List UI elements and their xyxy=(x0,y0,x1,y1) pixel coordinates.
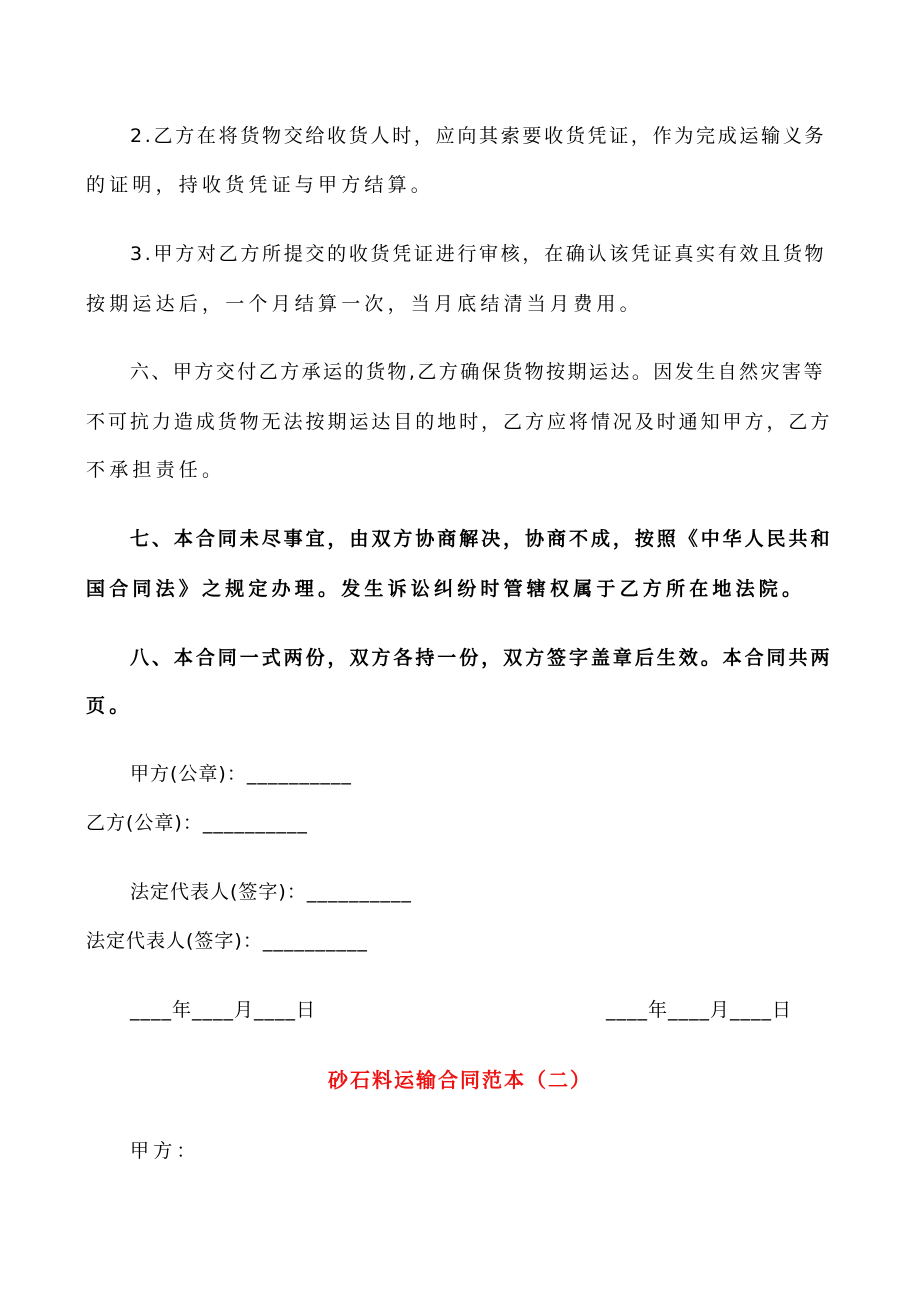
clause-5-item-3-line-2: 按期运达后，一个月结算一次，当月底结清当月费用。 xyxy=(86,293,643,315)
clause-6-line-3: 不承担责任。 xyxy=(86,459,226,481)
party-b-seal-line: 乙方(公章)：__________ xyxy=(86,812,308,834)
clause-7-line-2: 国合同法》之规定办理。发生诉讼纠纷时管辖权属于乙方所在地法院。 xyxy=(86,578,806,600)
clause-5-item-2-line-2: 的证明，持收货凭证与甲方结算。 xyxy=(86,174,435,196)
clause-8-line-2: 页。 xyxy=(86,695,133,717)
clause-6-line-1: 六、甲方交付乙方承运的货物,乙方确保货物按期运达。因发生自然灾害等 xyxy=(130,361,825,383)
party-a-label: 甲方： xyxy=(130,1140,200,1162)
section-title: 砂石料运输合同范本（二） xyxy=(328,1068,592,1092)
legal-representative-a-signature-line: 法定代表人(签字)：__________ xyxy=(130,881,412,903)
clause-7-line-1: 七、本合同未尽事宜，由双方协商解决，协商不成，按照《中华人民共和 xyxy=(130,528,833,550)
clause-8-line-1: 八、本合同一式两份，双方各持一份，双方签字盖章后生效。本合同共两 xyxy=(130,647,833,669)
party-a-seal-line: 甲方(公章)：__________ xyxy=(130,763,352,785)
clause-6-line-2: 不可抗力造成货物无法按期运达目的地时，乙方应将情况及时通知甲方，乙方 xyxy=(86,411,833,433)
clause-5-item-2-line-1: 2.乙方在将货物交给收货人时，应向其索要收货凭证，作为完成运输义务 xyxy=(130,125,827,147)
date-line-left: ____年____月____日 xyxy=(130,999,317,1021)
date-line-right: ____年____月____日 xyxy=(606,999,793,1021)
clause-5-item-3-line-1: 3.甲方对乙方所提交的收货凭证进行审核，在确认该凭证真实有效且货物 xyxy=(130,243,827,265)
legal-representative-b-signature-line: 法定代表人(签字)：__________ xyxy=(86,930,368,952)
